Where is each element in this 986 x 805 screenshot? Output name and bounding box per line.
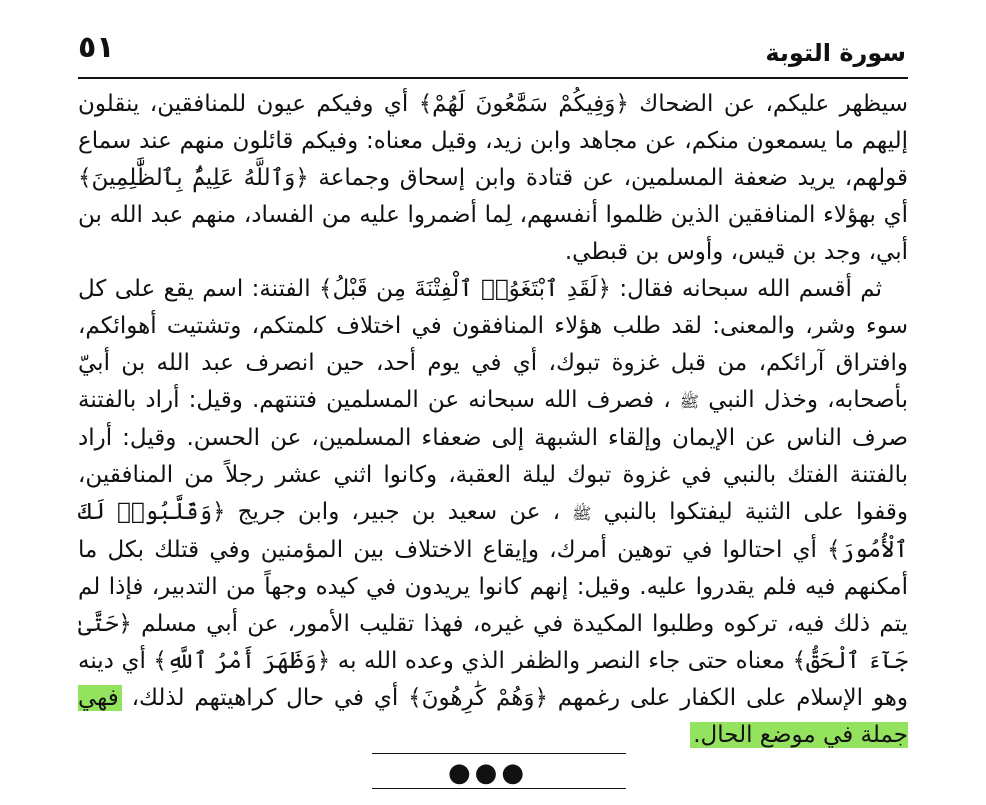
text-span: أي دينه وهو الإسلام على الكفار على رغمهم [78,648,908,711]
salutation-glyph: ﷺ [679,392,700,411]
text-span: أي بهؤلاء المنافقين الذين ظلموا أنفسهم، لِما أضمروا عليه من الفساد، منهم عبد الله بن أبي، وجد بن قيس، وأوس بن قبطي. [78,202,908,265]
quran-verse: ﴿لَقَدِ ٱبْتَغَوُا۟ ٱلْفِتْنَةَ مِن قَبْلُ﴾ [318,276,612,302]
text-span: أي في حال كراهيتهم لذلك، [131,685,399,711]
footer-rule-top [372,753,626,754]
paragraph-1 [78,86,908,271]
text-span: الفتنة: اسم يقع على كل سوء وشر، والمعنى: لقد طلب هؤلاء المنافقون في اختلاف كلمتكم، وتشتيت أهوائكم، وافتراق آرائكم، من قبل غزوة تبوك، أي في يوم أحد، حين انصرف عبد الله بن أبيّ بأصحابه، وخذل النبي [78,276,909,413]
text-span: ، فصرف الله سبحانه عن المسلمين فتنتهم. وقيل: أراد بالفتنة صرف الناس عن الإيمان وإلقاء الشبهة إلى ضعفاء المسلمين، عن الحسن. وقيل: أراد بالفتنة الفتك بالنبي في غزوة تبوك ليلة العقبة، وكانوا اثني عشر رجلاً من المنافقين، وقفوا على الثنية ليفتكوا بالنبي [78,387,909,525]
quran-verse: ﴿وَفِيكُمْ سَمَّٰعُونَ لَهُمْ﴾ [418,91,629,117]
page-number: ٥١ [78,30,115,65]
text-span: أي احتالوا في توهين أمرك، وإيقاع الاختلاف بين المؤمنين وفي قتلك بكل ما أمكنهم فيه فلم يقدروا عليه. وقيل: إنهم كانوا يريدون في كيده وجهاً من التدبير، فإذا لم يتم ذلك فيه، تركوه وطلبوا المكيدة في غيره، فهذا تقليب الأمور، عن أبي مسلم [78,537,908,637]
salutation-glyph: ﷺ [572,504,592,523]
paragraph-2 [78,271,908,754]
commentary-text [78,86,908,754]
footer-rule-bottom [372,788,626,789]
header-rule [78,77,908,79]
quran-verse: ﴿حَتَّىٰ جَآءَ ٱلْحَقُّ﴾ [78,611,908,674]
text-span: ثم أقسم الله سبحانه فقال: [619,276,883,302]
text-span: أي وفيكم عيون للمنافقين، ينقلون إليهم ما يسمعون منكم، عن مجاهد وابن زيد، وقيل معناه: وفيكم قائلون منهم عند سماع قولهم، يريد ضعفة المسلمين، عن قتادة وابن إسحاق وجماعة [78,91,909,191]
text-span: سيظهر عليكم، عن الضحاك [639,91,909,117]
surah-title: سورة التوبة [765,39,906,67]
quran-verse: ﴿وَٱللَّهُ عَلِيمٌۢ بِٱلظَّٰلِمِينَ﴾ [78,165,309,191]
highlighted-phrase[interactable]: فهي جملة في موضع الحال. [78,685,908,748]
quran-verse: ﴿وَهُمْ كَٰرِهُونَ﴾ [408,685,548,711]
quran-verse: ﴿وَقَلَّبُوا۟ لَكَ ٱلْأُمُورَ﴾ [78,499,908,563]
text-span: ، عن سعيد بن جبير، وابن جريج [237,499,560,525]
quran-verse: ﴿وَظَهَرَ أَمْرُ ٱللَّهِ﴾ [153,648,331,674]
separator-dots: ●●● [448,758,529,788]
text-span: معناه حتى جاء النصر والظفر الذي وعده الله به [337,648,786,674]
